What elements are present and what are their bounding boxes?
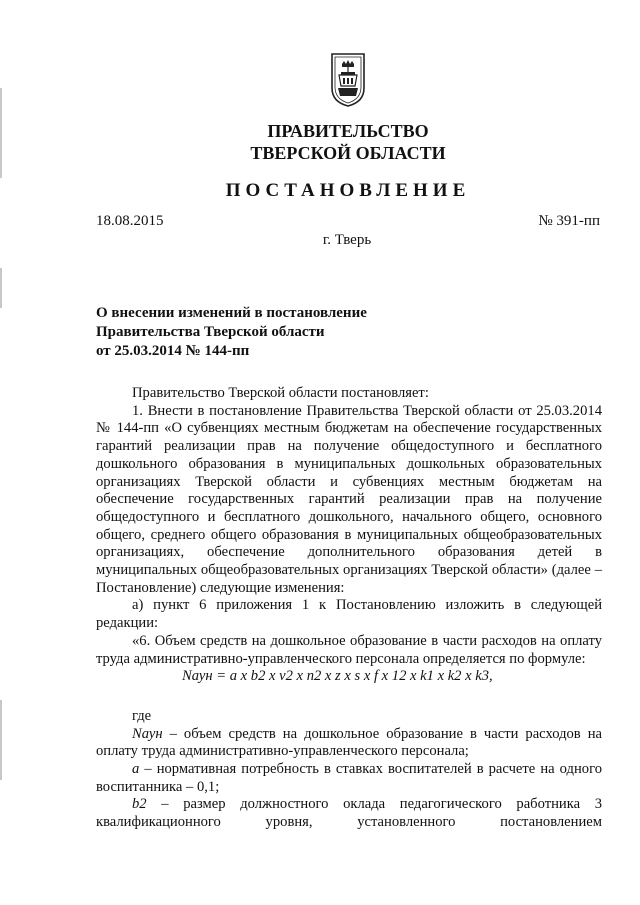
paragraph-6: «6. Объем средств на дошкольное образование в части расходов на оплату труда административно-управленческого персонала определяется по формуле: [96,632,602,667]
subject-line: от 25.03.2014 № 144-пп [96,343,250,359]
document-city: г. Тверь [322,232,372,248]
document-type-title: ПОСТАНОВЛЕНИЕ [225,180,471,201]
scan-edge-line [0,268,2,308]
definition-b2 [96,796,602,831]
authority-name-line1: ПРАВИТЕЛЬСТВО [267,121,429,141]
document-date: 18.08.2015 [96,213,164,229]
subject-line: Правительства Тверской области [96,324,325,340]
definition-term: а [132,761,140,778]
formula: Nаун = а х b2 х v2 х n2 х z х s х f х 12 х k1 х k2 х k3, [182,668,493,685]
definition-nayn [96,726,602,761]
document-subject [96,304,416,361]
item-1a-paragraph: а) пункт 6 приложения 1 к Постановлению изложить в следующей редакции: [96,597,602,632]
subject-line: О внесении изменений в постановление [96,305,367,321]
intro-paragraph: Правительство Тверской области постановляет: [132,385,429,401]
tver-coat-of-arms-icon [329,52,367,108]
definition-term: Nаун [132,725,163,742]
where-label: где [132,707,152,724]
scan-edge-line [0,700,2,780]
document-body [96,385,602,832]
spacer [96,686,602,708]
authority-name-line2: ТВЕРСКОЙ ОБЛАСТИ [250,143,446,163]
definition-text: – объем средств на дошкольное образование в части расходов на оплату труда административно-управленческого персонала; [96,725,602,760]
definition-text: – нормативная потребность в ставках воспитателей в расчете на одного воспитанника – 0,1; [96,761,602,795]
definition-a [96,761,602,796]
definition-term: b2 [132,796,147,813]
document-number: № 391-пп [538,213,600,229]
definition-text: – размер должностного оклада педагогического работника 3 квалификационного уровня, установленного постановлением [96,796,602,831]
item-1-paragraph: 1. Внести в постановление Правительства Тверской области от 25.03.2014 № 144-пп «О субвенциях местным бюджетам на обеспечение государственных гарантий реализации прав на получение общедоступного и бесплатного дошкольного образования в муниципальных дошкольных образовательных организациях Тверской области и субвенциях местным бюджетам на обеспечение государственных гарантий реализации прав на получение общедоступного и бесплатного дошкольного, начального общего, основного общего, среднего общего образования в муниципальных общеобразовательных организациях, обеспечение дополнительного образования детей в муниципальных общеобразовательных организациях Тверской области» (далее – Постановление) следующие изменения: [96,402,602,596]
